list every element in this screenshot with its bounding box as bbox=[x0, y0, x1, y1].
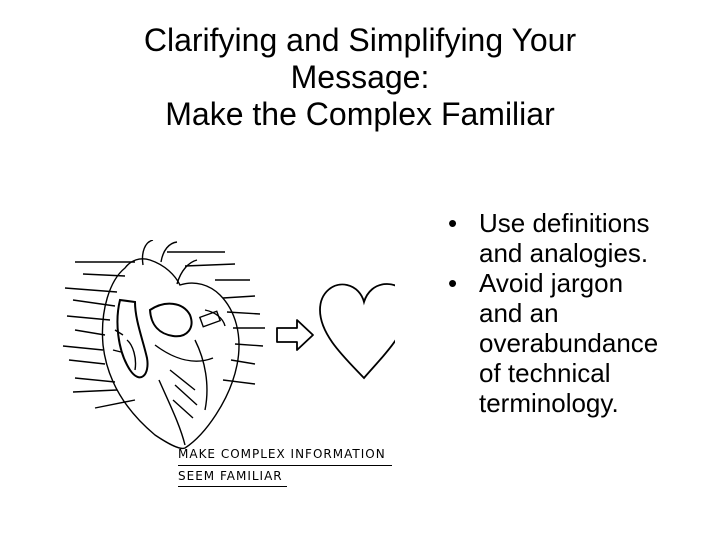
slide-title bbox=[0, 22, 720, 133]
bullet-text-line: terminology. bbox=[479, 388, 619, 418]
anatomical-heart-drawing bbox=[63, 240, 265, 448]
bullet-text-line: and an bbox=[479, 298, 559, 328]
bullet-text-line: and analogies. bbox=[479, 238, 649, 268]
bullet-text-line: • Avoid jargon bbox=[479, 268, 624, 298]
illustration-caption bbox=[178, 444, 392, 487]
bullet-list bbox=[448, 208, 713, 418]
bullet-text-line: overabundance bbox=[479, 328, 659, 358]
caption-line-1: MAKE COMPLEX INFORMATION bbox=[178, 444, 392, 466]
bullet-text-line: of technical bbox=[479, 358, 611, 388]
title-line-1: Clarifying and Simplifying Your bbox=[143, 22, 577, 58]
simple-heart-icon bbox=[320, 284, 395, 378]
bullet-item bbox=[448, 208, 713, 268]
title-line-2: Message: bbox=[290, 59, 430, 95]
right-arrow-icon bbox=[277, 320, 313, 350]
bullet-item bbox=[448, 268, 713, 418]
caption-line-2: SEEM FAMILIAR bbox=[178, 466, 287, 487]
title-line-3: Make the Complex Familiar bbox=[165, 96, 555, 132]
bullet-text-line: • Use definitions bbox=[479, 208, 650, 238]
